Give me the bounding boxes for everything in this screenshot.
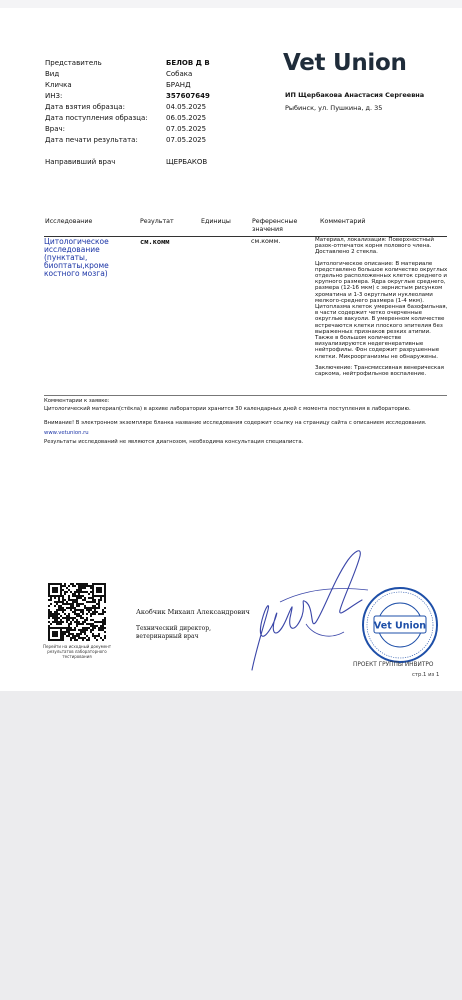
- info-row-name: [45, 80, 210, 91]
- top-strip: [0, 0, 462, 8]
- info-row-species: [45, 69, 210, 80]
- patient-info: [45, 58, 210, 168]
- reference-value: см.комм.: [251, 238, 281, 245]
- col-comment: Комментарий: [320, 218, 366, 225]
- info-label: Кличка: [45, 81, 72, 89]
- page-number: стр.1 из 1: [412, 672, 440, 678]
- info-value: 357607649: [166, 92, 210, 100]
- attention-note: Внимание! В электронном экземпляре бланка название исследования содержит ссылку на страницу сайта с описанием исследования.: [44, 420, 427, 426]
- vet-union-stamp: [360, 585, 440, 665]
- qr-modules: [48, 583, 106, 641]
- result-comment: [315, 237, 450, 382]
- info-value: БРАНД: [166, 81, 191, 89]
- info-value: 07.05.2025: [166, 136, 207, 144]
- qr-caption: Перейти на исходный документ результатов лабораторного тестирования: [42, 644, 112, 659]
- project-note: ПРОЕКТ ГРУППЫ ИНВИТРО: [353, 662, 434, 668]
- organization-address: Рыбинск, ул. Пушкина, д. 35: [285, 104, 383, 112]
- info-value: Собака: [166, 70, 193, 78]
- comment-material: Материал, локализация: Поверхностный разок-отпечаток корня полового члена. Доставлено 2 стекла.: [315, 237, 434, 256]
- qr-code[interactable]: [48, 583, 106, 641]
- info-label: Дата печати результата:: [45, 136, 138, 144]
- info-label: ИНЗ:: [45, 92, 63, 100]
- info-value: ЩЕРБАКОВ: [166, 158, 208, 166]
- col-reference-line1: Референсные: [252, 218, 298, 225]
- col-test: Исследование: [45, 218, 93, 225]
- info-row-doctor: [45, 124, 210, 135]
- info-value: 07.05.2025: [166, 125, 207, 133]
- info-value: БЕЛОВ Д В: [166, 59, 210, 67]
- signer-title: [136, 625, 211, 641]
- col-result: Результат: [140, 218, 174, 225]
- info-row-inz: [45, 91, 210, 102]
- signer-title-line2: ветеринарный врач: [136, 633, 199, 640]
- signer-title-line1: Технический директор,: [136, 625, 211, 632]
- col-units: Единицы: [201, 218, 231, 225]
- info-row-referring: [45, 157, 210, 168]
- info-label: Дата поступления образца:: [45, 114, 148, 122]
- info-label: Врач:: [45, 125, 66, 133]
- signer-name: Акобчик Михаил Александрович: [136, 608, 250, 616]
- info-label: Представитель: [45, 59, 102, 67]
- vet-union-logo: Vet Union: [283, 50, 407, 76]
- info-value: 06.05.2025: [166, 114, 207, 122]
- disclaimer: Результаты исследований не являются диагнозом, необходима консультация специалиста.: [44, 439, 304, 445]
- stamp-text: Vet Union: [373, 620, 427, 632]
- organization-name: ИП Щербакова Анастасия Сергеевна: [285, 91, 425, 99]
- col-reference-line2: значения: [252, 225, 283, 233]
- info-row-sampled: [45, 102, 210, 113]
- info-label: Направивший врач: [45, 158, 116, 166]
- info-value: 04.05.2025: [166, 103, 207, 111]
- test-name-link[interactable]: Цитологическое исследование (пунктаты, биоптаты,кроме костного мозга): [44, 237, 109, 278]
- col-reference: [252, 218, 297, 233]
- table-bottom-divider: [44, 395, 447, 396]
- info-label: Дата взятия образца:: [45, 103, 125, 111]
- result-value: см.комм: [140, 238, 170, 246]
- comment-conclusion: Заключение: Трансмиссивная венерическая саркома, нейтрофильное воспаление.: [315, 364, 444, 378]
- info-row-received: [45, 113, 210, 124]
- site-link[interactable]: www.vetunion.ru: [44, 430, 89, 436]
- archive-note: Цитологический материал(стёкла) в архиве лаборатории хранится 30 календарных дней с момента поступления в лабораторию.: [44, 406, 411, 412]
- info-row-printed: [45, 135, 210, 146]
- comments-label: Комментарии к заявке:: [44, 398, 110, 404]
- info-row-owner: [45, 58, 210, 69]
- info-label: Вид: [45, 70, 60, 78]
- handwritten-signature: [244, 540, 374, 675]
- comment-description: Цитологическое описание: В материале представлено большое количество округлых отдельно расположенных клеток среднего и крупного размера. Ядра округлые среднего, размера (12-16 мкм) с зернистым рисунком хроматина и 1-3 округлыми нуклеолами мелкого-среднего размера (1-4 мкм). Цитоплазма клеток умеренная базофильная, в части содержит четко очерченные округлые вакуоли. В умеренном количестве встречаются клетки плоского эпителия без выраженных признаков резких атипии. Также в большом количестве визуализируются недегенеративные нейтрофилы. Фон содержит разрушенные клетки. Микроорганизмы не обнаружены.: [315, 260, 448, 360]
